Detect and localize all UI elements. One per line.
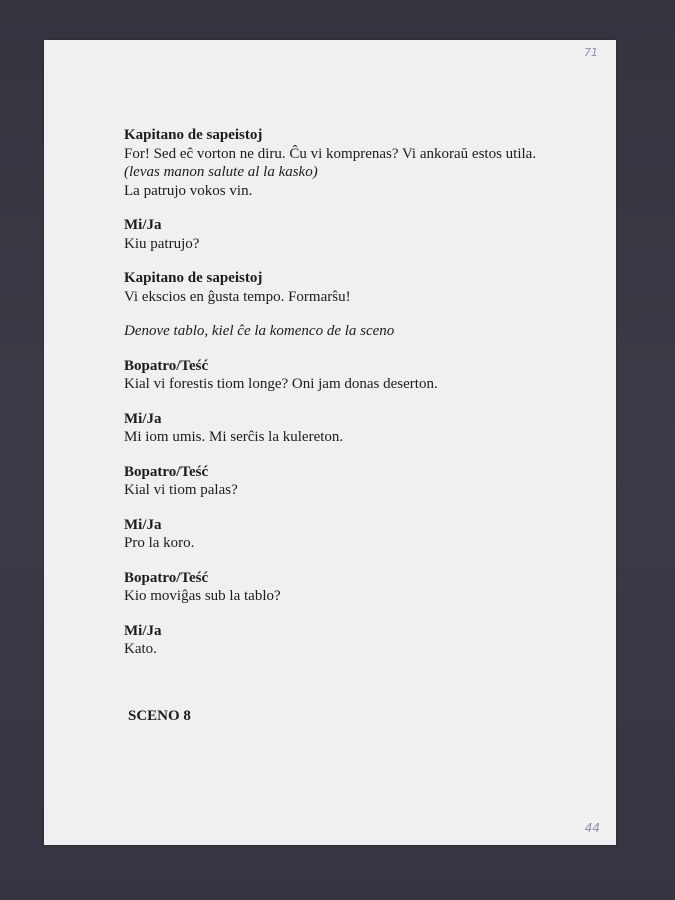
dialogue-block: [124, 322, 594, 341]
handwritten-page-number-bottom: 44: [584, 821, 600, 835]
dialogue-line: Kial vi forestis tiom longe? Oni jam donas deserton.: [124, 376, 438, 392]
stage-direction: (levas manon salute al la kasko): [124, 164, 318, 180]
dialogue-block: [124, 269, 594, 306]
dialogue-line: Kiu patrujo?: [124, 235, 200, 252]
dialogue-line: Kial vi tiom palas?: [124, 482, 238, 498]
dialogue-line: Vi ekscios en ĝusta tempo. Formarŝu!: [124, 288, 351, 305]
dialogue-line: For! Sed eĉ vorton ne diru. Ĉu vi komprenas? Vi ankoraŭ estos utila.: [124, 145, 537, 162]
dialogue-block: [124, 516, 594, 553]
stage-direction: Denove tablo, kiel ĉe la komenco de la sceno: [124, 323, 395, 339]
dialogue-line: La patrujo vokos vin.: [124, 182, 253, 199]
dialogue-line: Pro la koro.: [124, 535, 195, 551]
script-page: [44, 40, 616, 845]
dialogue-block: [124, 410, 594, 447]
speaker-name: Kapitano de sapeistoj: [124, 270, 263, 286]
speaker-name: Mi/Ja: [124, 410, 162, 427]
dialogue-block: [124, 463, 594, 500]
speaker-name: Bopatro/Teść: [124, 569, 209, 586]
dialogue-block: [124, 622, 594, 659]
speaker-name: Bopatro/Teść: [124, 463, 209, 480]
speaker-name: Kapitano de sapeistoj: [124, 127, 263, 143]
dialogue-block: [124, 569, 594, 606]
speaker-name: Mi/Ja: [124, 217, 162, 233]
scene-heading: SCENO 8: [128, 708, 191, 724]
dialogue-line: Mi iom umis. Mi serĉis la kulereton.: [124, 429, 344, 445]
dialogue-script: [124, 126, 594, 675]
dialogue-block: [124, 126, 594, 200]
speaker-name: Mi/Ja: [124, 622, 162, 639]
dialogue-line: Kato.: [124, 641, 157, 657]
handwritten-page-number-top: 71: [584, 46, 598, 59]
speaker-name: Mi/Ja: [124, 516, 162, 533]
dialogue-block: [124, 357, 594, 394]
dialogue-line: Kio moviĝas sub la tablo?: [124, 588, 281, 604]
speaker-name: Bopatro/Teść: [124, 357, 209, 374]
dialogue-block: [124, 216, 594, 253]
